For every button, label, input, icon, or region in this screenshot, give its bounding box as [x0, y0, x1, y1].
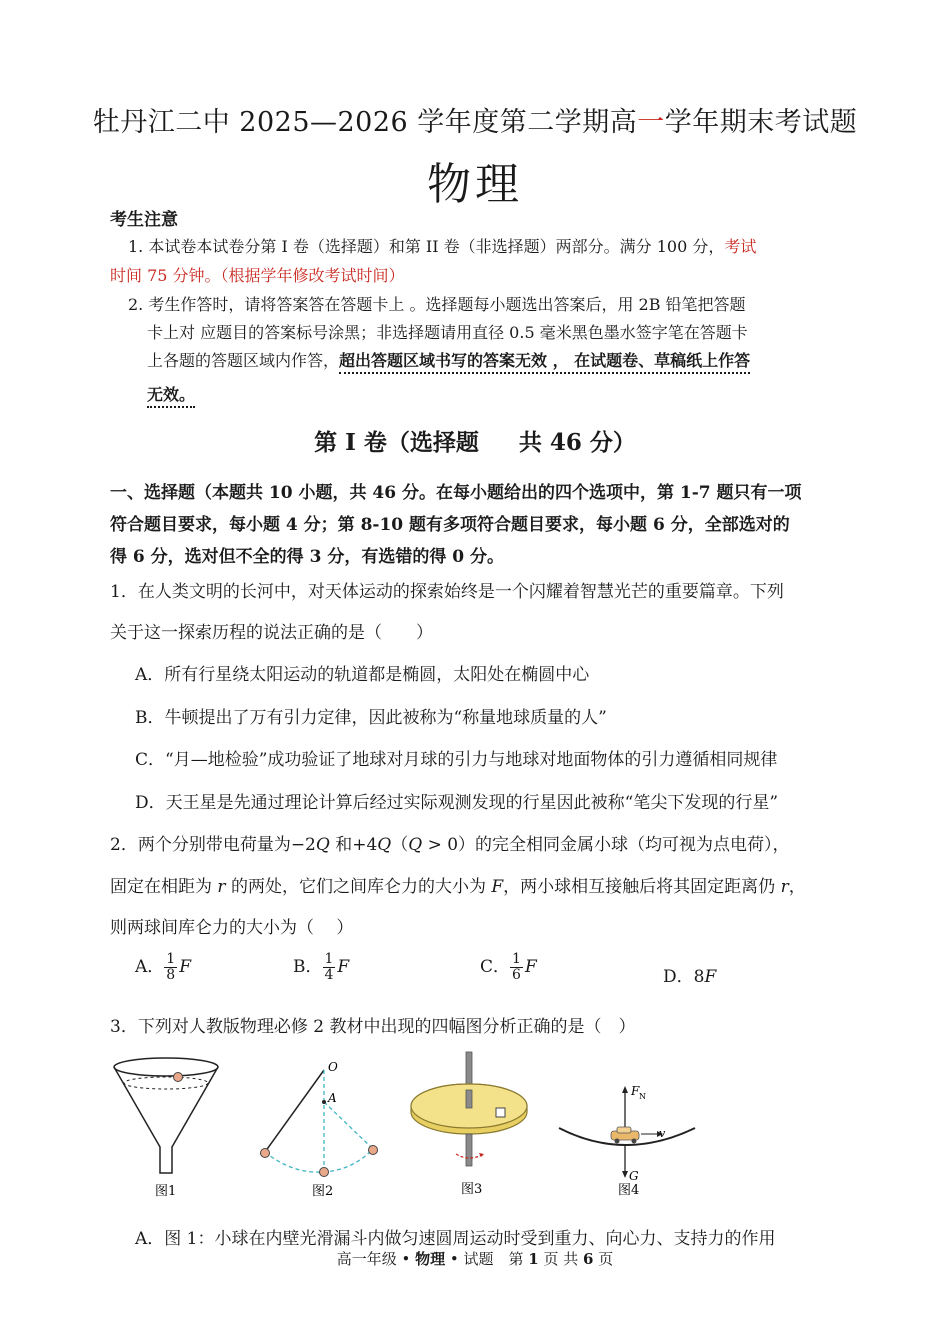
notice-heading: 考生注意: [110, 210, 178, 230]
page-footer: 高一年级 • 物理 • 试题 第 1 页 共 6 页: [336, 1250, 614, 1268]
q2-option-a: A． $\frac{1}{8}$ F: [135, 951, 191, 983]
svg-text:F: F: [631, 1084, 640, 1098]
svg-text:A: A: [328, 1091, 337, 1105]
figure-1-caption: 图1: [155, 1184, 177, 1199]
notice-item-2-line3: 上各题的答题区域内作答，超出答题区域书写的答案无效 ， 在试题卷、草稿纸上作答: [147, 348, 750, 371]
q2-option-d: D．8F: [663, 967, 717, 987]
q1-option-c: C．“月—地检验”成功验证了地球对月球的引力与地球对地面物体的引力遵循相同规律: [135, 750, 778, 770]
svg-text:O: O: [328, 1060, 338, 1074]
svg-text:G: G: [629, 1169, 639, 1183]
q3-stem: 3．下列对人教版物理必修 2 教材中出现的四幅图分析正确的是（ ）: [110, 1017, 636, 1037]
q1-option-b: B．牛顿提出了万有引力定律，因此被称为“称量地球质量的人”: [135, 708, 607, 728]
fraction: $\frac{1}{6}$: [512, 951, 521, 983]
figure-1-funnel: [108, 1055, 228, 1200]
exam-title: 牡丹江二中 2025—2026 学年度第二学期高一学年期末考试题: [92, 107, 858, 138]
q1-option-d: D．天王星是先通过理论计算后经过实际观测发现的行星因此被称“笔尖下发现的行星”: [135, 793, 779, 813]
notice-item-2-line4: 无效。: [147, 382, 195, 405]
section-title: 第 I 卷（选择题 共 46 分）: [314, 429, 636, 456]
q1-stem-line1: 1．在人类文明的长河中，对天体运动的探索始终是一个闪耀着智慧光芒的重要篇章。下列: [110, 582, 784, 602]
svg-text:v: v: [659, 1127, 666, 1140]
emphasis-text: 超出答题区域书写的答案无效 ， 在试题卷、草稿纸上作答: [339, 351, 750, 374]
notice-item-1: 1. 本试卷本试卷分第 I 卷（选择题）和第 II 卷（非选择题）两部分。满分 100 分，考试: [128, 237, 757, 256]
fraction: $\frac{1}{4}$: [324, 951, 334, 983]
q1-option-a: A．所有行星绕太阳运动的轨道都是椭圆，太阳处在椭圆中心: [135, 665, 590, 685]
figure-2-caption: 图2: [312, 1184, 334, 1199]
svg-text:N: N: [639, 1092, 646, 1101]
q2-stem-line3: 则两球间库仑力的大小为（ ）: [110, 918, 354, 938]
title-red-char: 一: [637, 107, 665, 138]
q2-stem-line1: 2．两个分别带电荷量为−2Q 和+4Q（Q > 0）的完全相同金属小球（均可视为点电荷），: [110, 835, 790, 855]
figure-3-disk: [408, 1050, 538, 1200]
q3-option-a: A．图 1：小球在内壁光滑漏斗内做匀速圆周运动时受到重力、向心力、支持力的作用: [135, 1229, 776, 1249]
q2-stem-line2: 固定在相距为 r 的两处，它们之间库仑力的大小为 F，两小球相互接触后将其固定距离仍 r，: [110, 877, 806, 897]
instructions-line3: 得 6 分，选对但不全的得 3 分，有选错的得 0 分。: [110, 547, 504, 567]
q2-option-c: C． $\frac{1}{6}$ F: [480, 951, 537, 983]
notice-item-2-line2: 卡上对 应题目的答案标号涂黑；非选择题请用直径 0.5 毫米黑色墨水签字笔在答题卡: [147, 323, 748, 342]
fraction: $\frac{1}{8}$: [166, 951, 176, 983]
notice-item-2-line1: 2. 考生作答时，请将答案答在答题卡上 。选择题每小题选出答案后，用 2B 铅笔把答题: [128, 295, 746, 314]
notice-item-1-cont: 时间 75 分钟。（根据学年修改考试时间）: [110, 266, 405, 285]
figure-4-car-road: [555, 1082, 705, 1197]
subject-title: 物理: [427, 159, 523, 210]
figure-3-caption: 图3: [461, 1182, 483, 1197]
figure-4-caption: 图4: [618, 1183, 640, 1197]
q1-stem-line2: 关于这一探索历程的说法正确的是（ ）: [110, 623, 433, 643]
instructions-line2: 符合题目要求，每小题 4 分；第 8-10 题有多项符合题目要求，每小题 6 分，全部选对的: [110, 515, 790, 535]
instructions-line1: 一、选择题（本题共 10 小题，共 46 分。在每小题给出的四个选项中，第 1-7 题只有一项: [110, 483, 802, 503]
figure-2-pendulum: [252, 1058, 392, 1203]
q2-option-b: B． $\frac{1}{4}$ F: [293, 951, 350, 983]
